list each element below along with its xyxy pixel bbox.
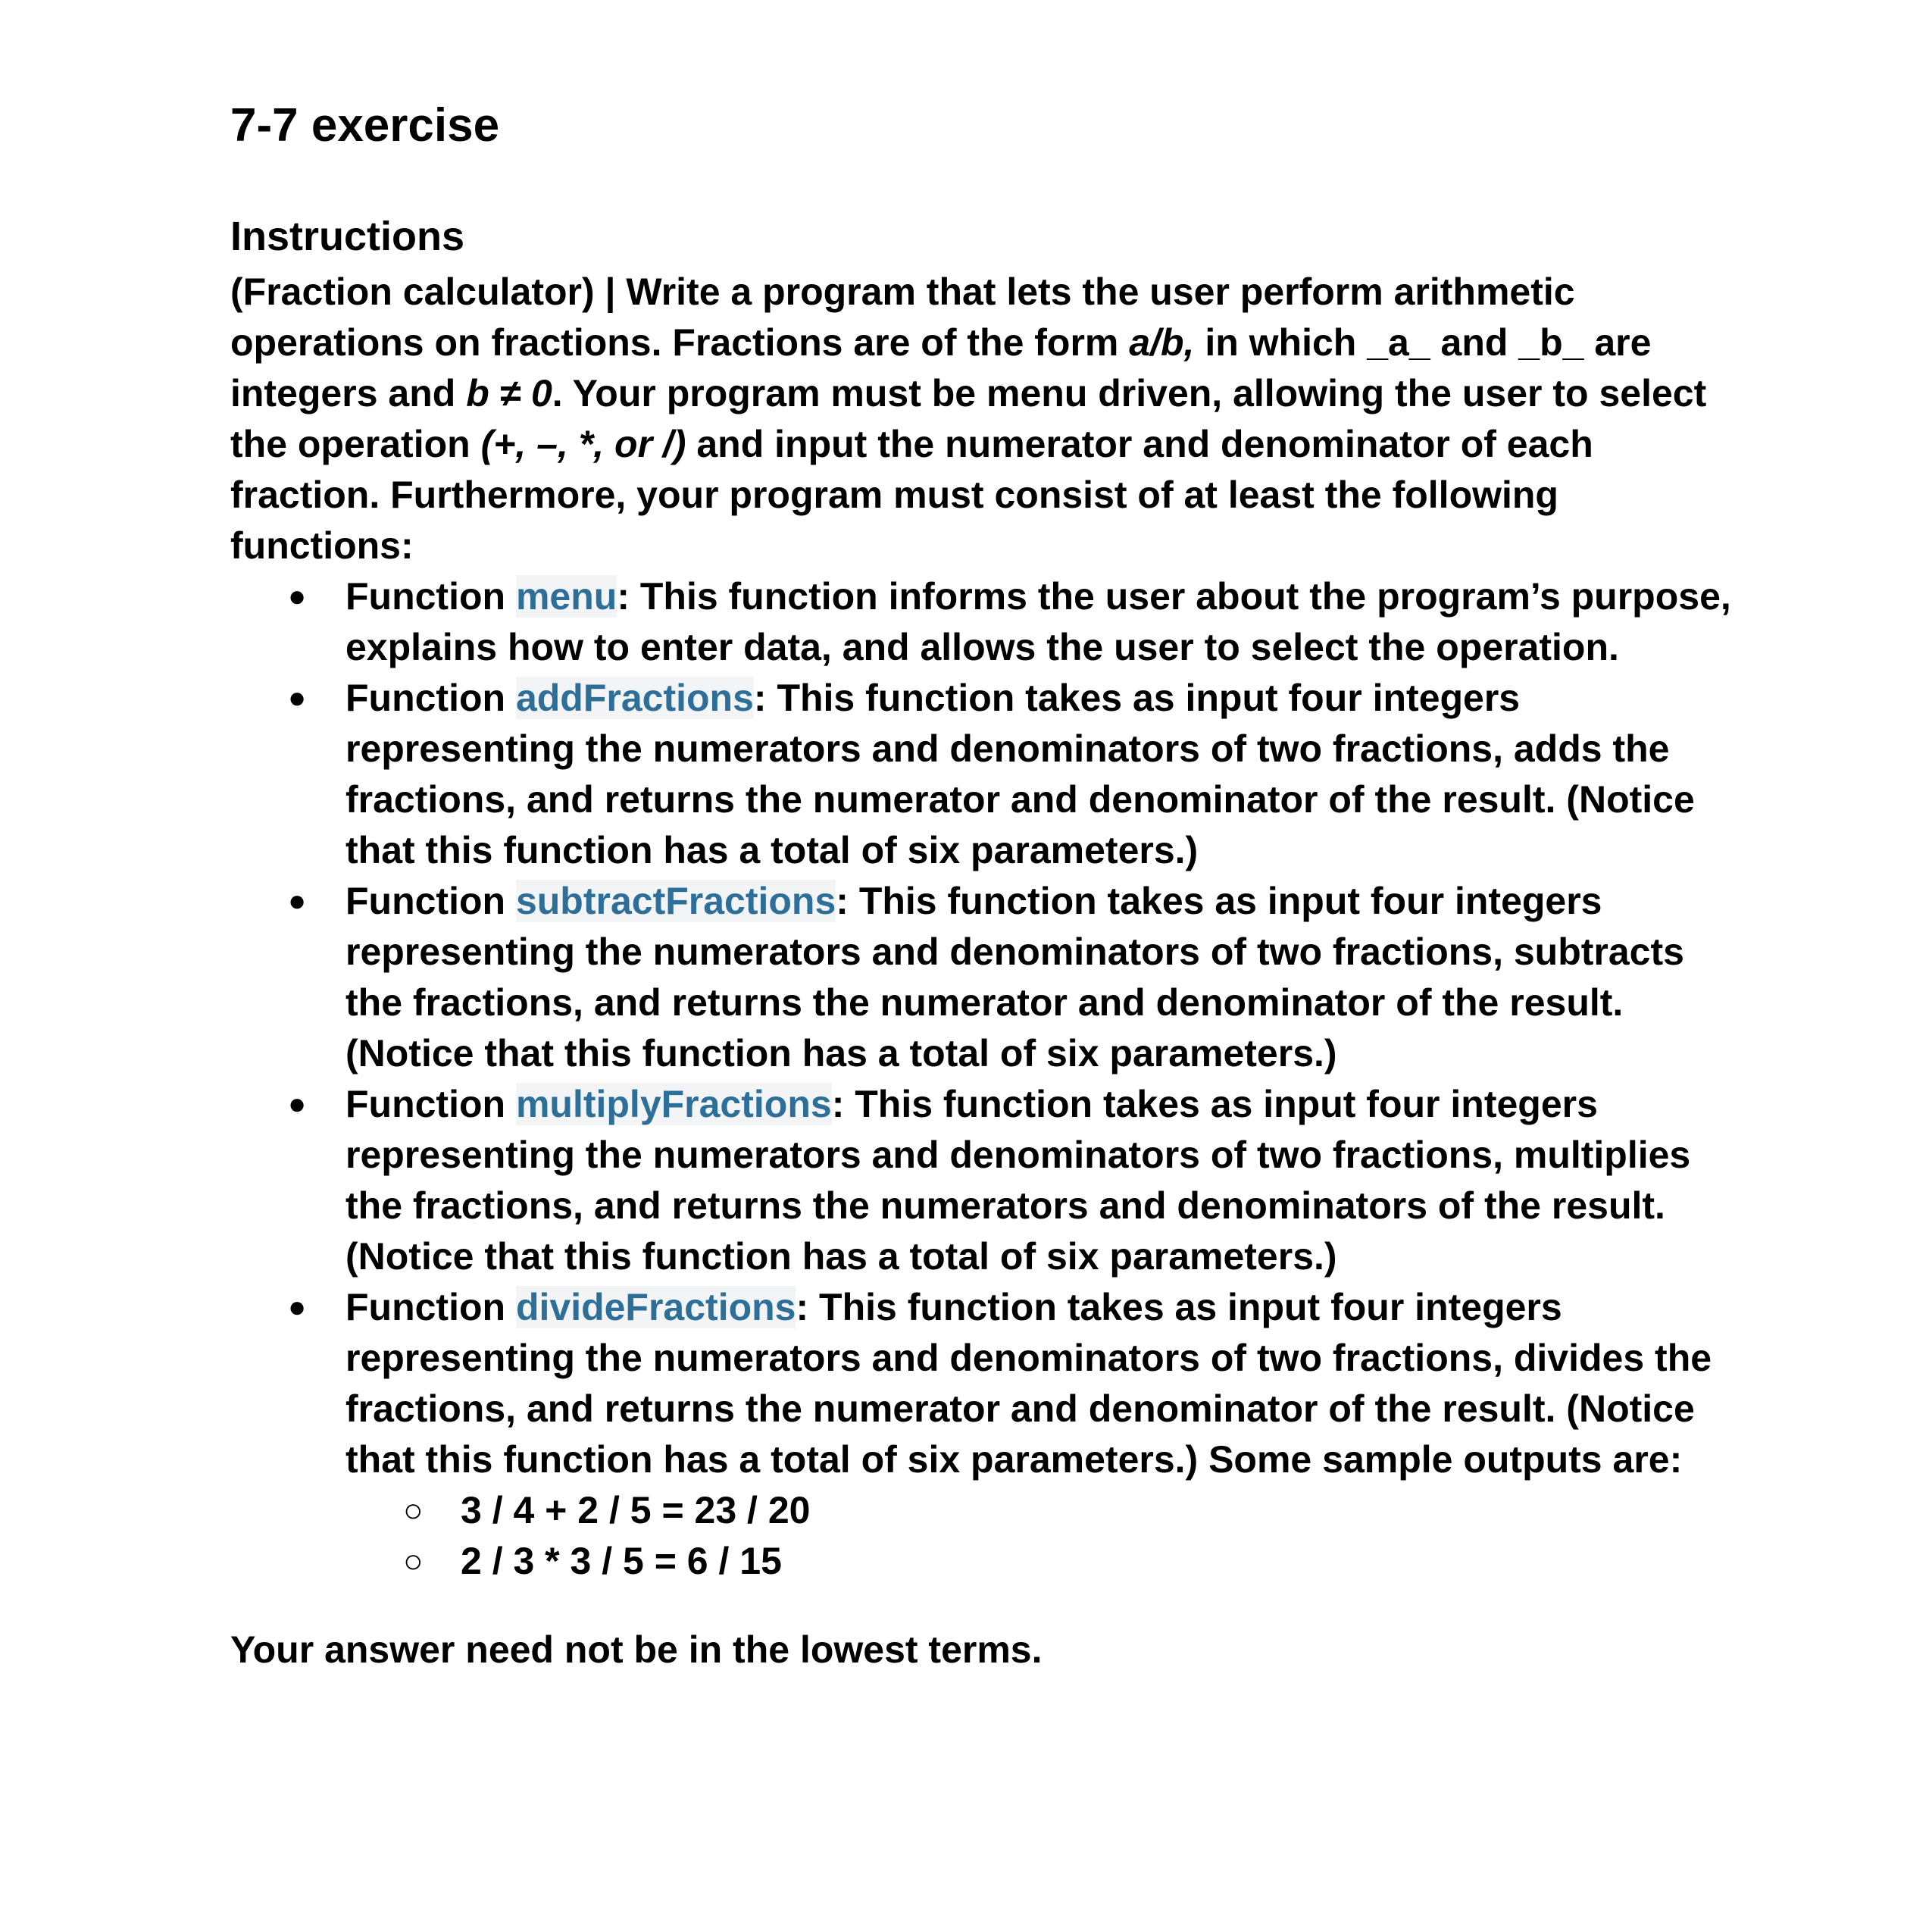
circle-bullet-icon: ○ [403, 1492, 424, 1529]
document-page [230, 91, 1746, 1713]
function-name-multiplyfractions: multiplyFractions [515, 1083, 832, 1125]
sample-output-text: 2 / 3 * 3 / 5 = 6 / 15 [461, 1540, 782, 1582]
bullet-icon: ● [288, 884, 307, 918]
function-name-subtractfractions: subtractFractions [515, 880, 836, 922]
function-description: : This function takes as input four integers representing the numerators and denominators of two fractions, divides the fractions, and returns the numerator and denominator of the result. (Notice that this function has a total of six parameters.) Some sample outputs are: [345, 1286, 1712, 1481]
bullet-icon: ● [288, 580, 307, 613]
intro-text-3: . Your program must be menu driven, allowing the user to select the operation [230, 372, 1707, 465]
sample-output-item [345, 1536, 1746, 1587]
sample-output-list [345, 1485, 1746, 1587]
function-description: : This function informs the user about the program’s purpose, explains how to enter data, and allows the user to select the operation. [345, 575, 1731, 668]
bullet-icon: ● [288, 681, 307, 715]
function-prefix: Function [345, 880, 516, 922]
sample-output-item [345, 1485, 1746, 1536]
function-prefix: Function [345, 575, 516, 618]
function-name-addfractions: addFractions [515, 677, 754, 719]
page-title: 7-7 exercise [230, 99, 500, 152]
function-name-dividefractions: divideFractions [515, 1286, 796, 1328]
function-description: : This function takes as input four integers representing the numerators and denominators of two fractions, subtracts the fractions, and returns the numerator and denominator of the result. (Notice that this function has a total of six parameters.) [345, 880, 1684, 1074]
list-item-subtractfractions [230, 876, 1746, 1079]
list-item-multiplyfractions [230, 1079, 1746, 1282]
list-item-dividefractions [230, 1282, 1746, 1587]
intro-text-1: (Fraction calculator) | Write a program that lets the user perform arithmetic operations on fractions. Fractions are of the form [230, 271, 1575, 364]
list-item-addfractions [230, 673, 1746, 876]
intro-text-2: in which _a_ and _b_ are integers and [230, 321, 1652, 414]
operation-list: (+, –, *, or /) [480, 423, 686, 465]
function-description: : This function takes as input four integers representing the numerators and denominators of two fractions, adds the fractions, and returns the numerator and denominator of the result. (Notice that this function has a total of six parameters.) [345, 677, 1695, 871]
function-prefix: Function [345, 1286, 516, 1328]
function-prefix: Function [345, 1083, 516, 1125]
bullet-icon: ● [288, 1290, 307, 1324]
function-description: : This function takes as input four integers representing the numerators and denominators of two fractions, multiplies the fractions, and returns the numerators and denominators of the result. (Notice that this function has a total of six parameters.) [345, 1083, 1691, 1278]
function-name-menu: menu [515, 575, 617, 618]
sample-output-text: 3 / 4 + 2 / 5 = 23 / 20 [461, 1489, 811, 1531]
function-prefix: Function [345, 677, 516, 719]
nonzero-condition: b ≠ 0 [466, 372, 552, 414]
circle-bullet-icon: ○ [403, 1543, 424, 1580]
list-item-menu [230, 571, 1746, 673]
bullet-icon: ● [288, 1087, 307, 1121]
intro-text-4: and input the numerator and denominator of each fraction. Furthermore, your program must consist of at least the following functions: [230, 423, 1593, 567]
section-heading: Instructions [230, 214, 465, 259]
intro-paragraph [230, 267, 1746, 571]
closing-note: Your answer need not be in the lowest terms. [230, 1628, 1043, 1671]
fraction-form: a/b, [1129, 321, 1195, 364]
function-list [230, 571, 1746, 1587]
